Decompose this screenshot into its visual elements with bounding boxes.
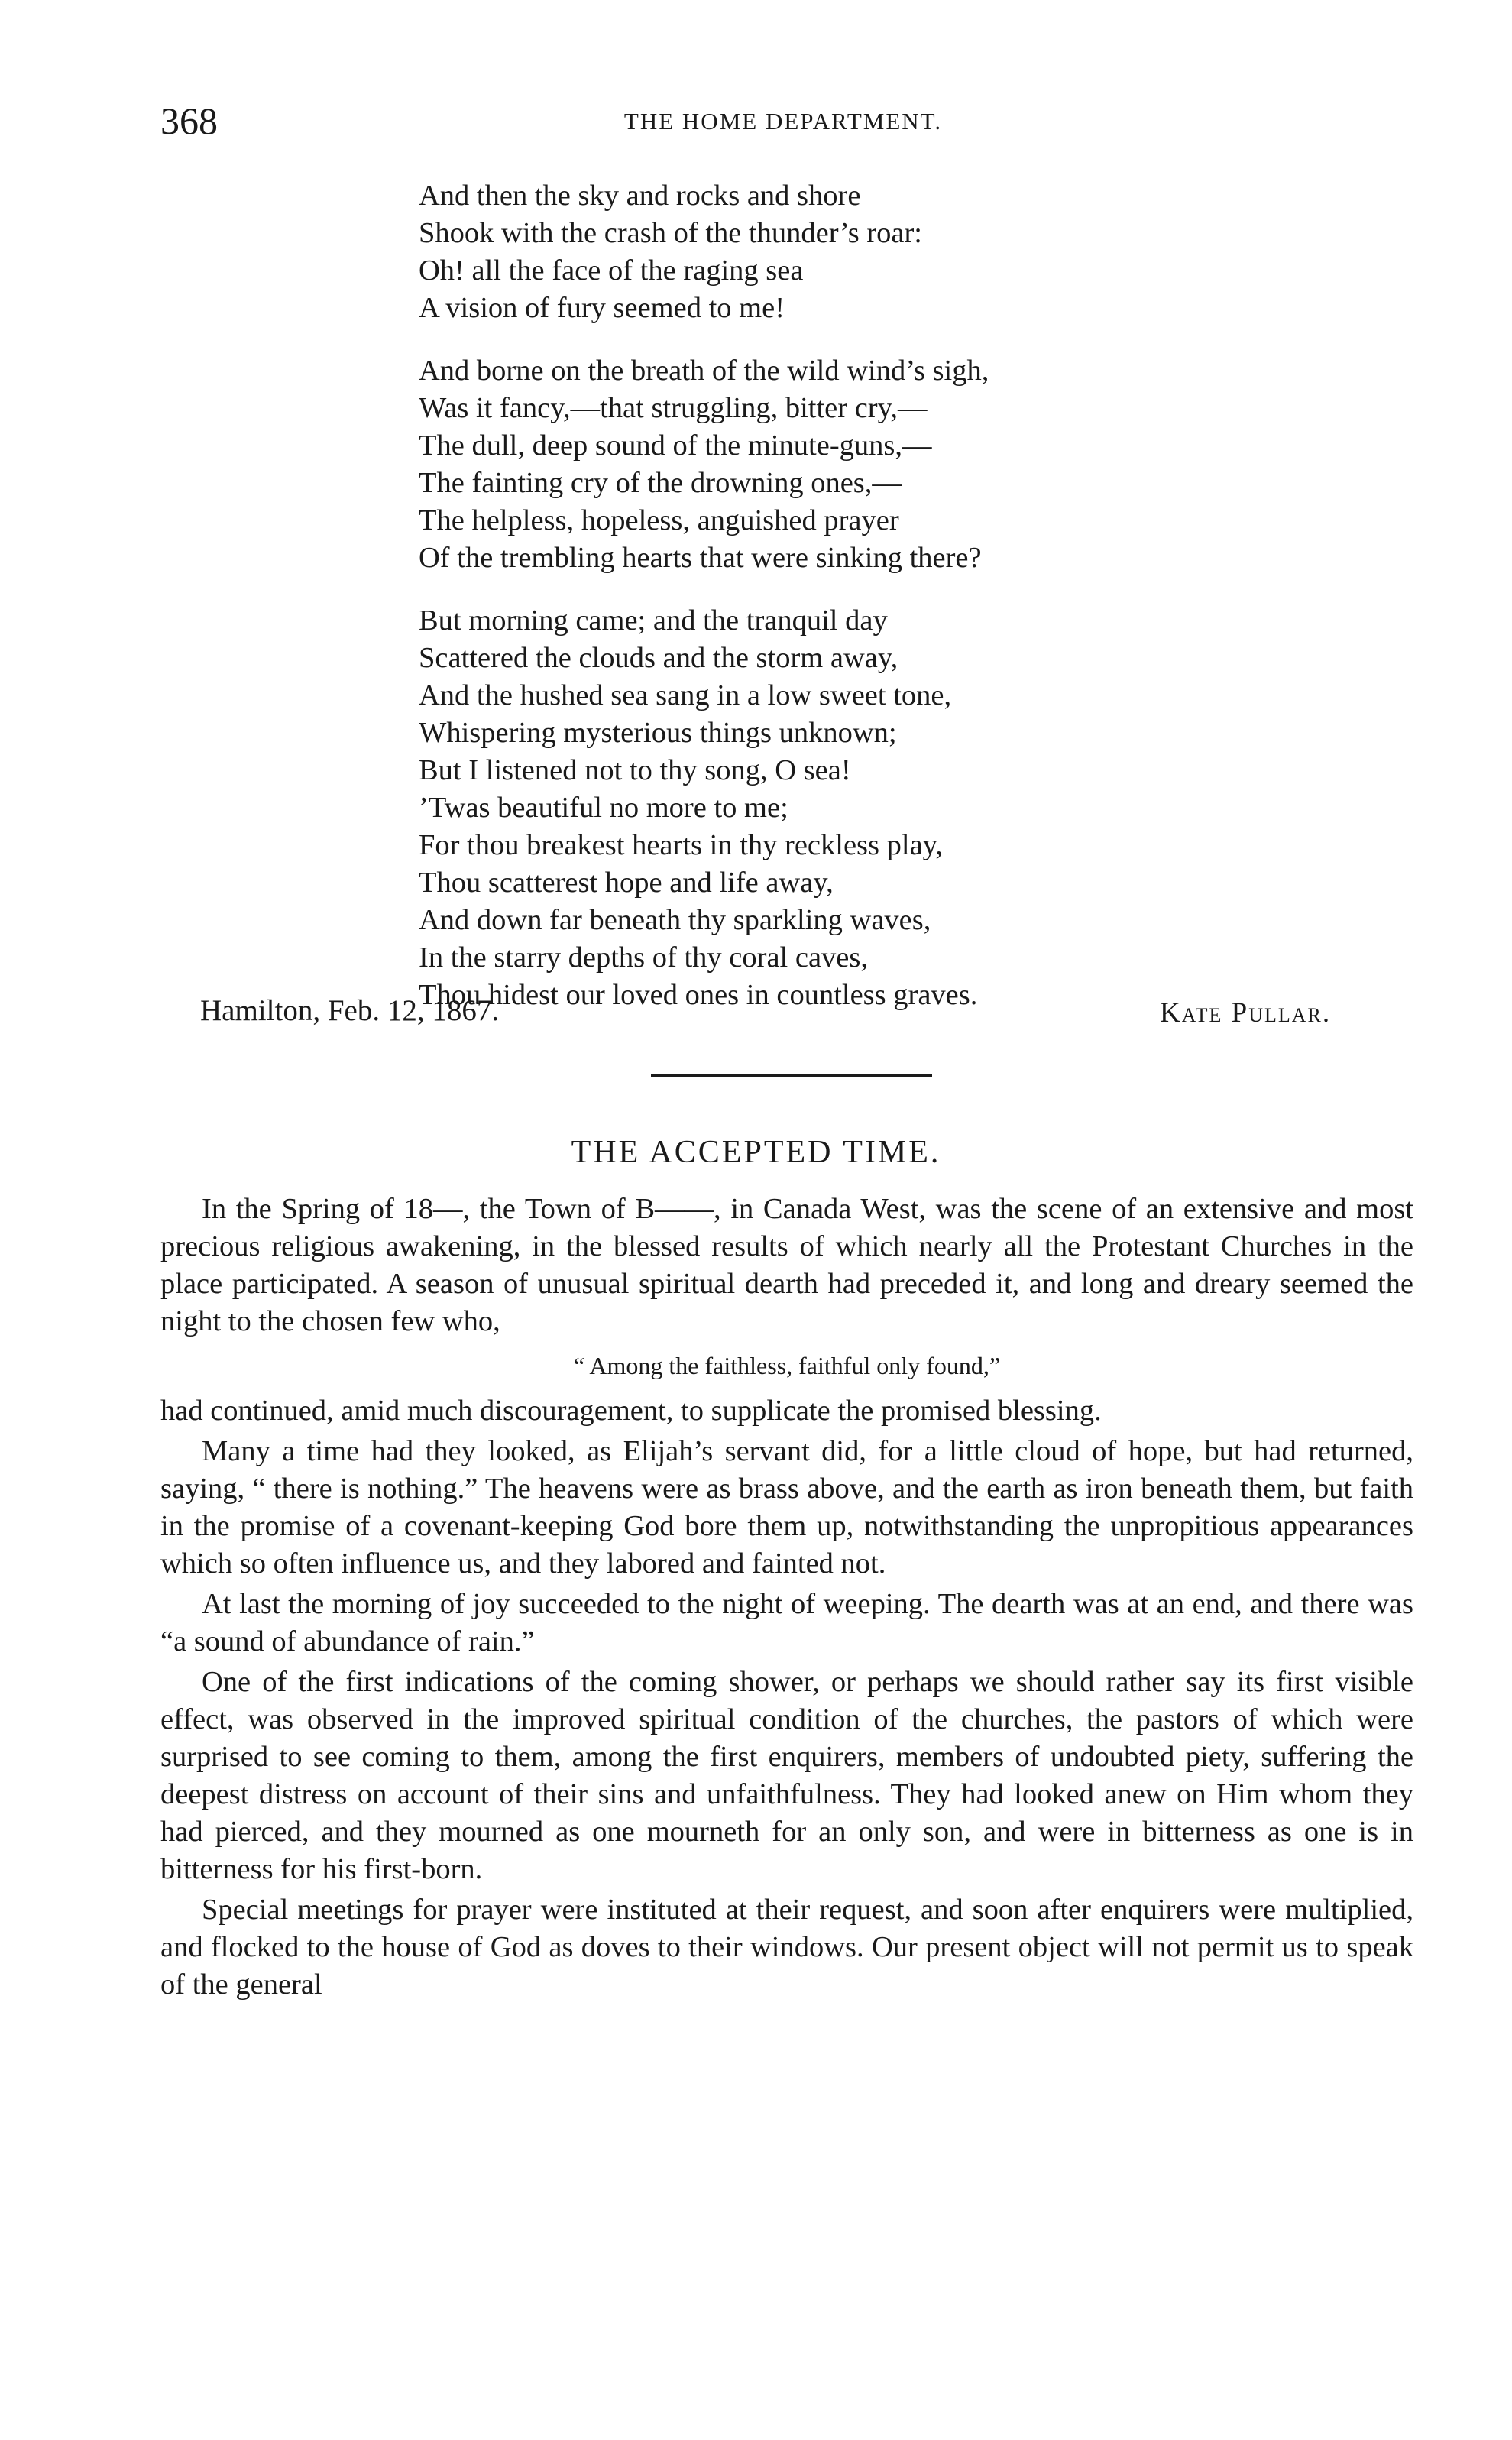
- poem-line: But I listened not to thy song, O sea!: [419, 754, 851, 786]
- poem-stanza: [419, 352, 1435, 577]
- running-title: THE HOME DEPARTMENT.: [623, 108, 943, 134]
- poem-line: In the starry depths of thy coral caves,: [419, 941, 868, 974]
- poem-author: Kate Pullar.: [1160, 997, 1332, 1029]
- poem-line: Thou hidest our loved ones in countless graves.: [419, 979, 978, 1011]
- article-paragraph: Special meetings for prayer were instituted at their request, and soon after enquirers were multiplied, and flocked to the house of God as doves to their windows. Our present object will not permit us to speak of the general: [160, 1894, 1413, 2001]
- article-paragraph: had continued, amid much discouragement, to supplicate the promised blessing.: [160, 1395, 1102, 1427]
- poem-line: The dull, deep sound of the minute-guns,—: [419, 429, 932, 462]
- poem-line: ’Twas beautiful no more to me;: [419, 792, 788, 824]
- poem-line: The fainting cry of the drowning ones,—: [419, 467, 902, 499]
- page-header: [160, 98, 1406, 144]
- page-number: 368: [160, 99, 218, 142]
- poem-line: Shook with the crash of the thunder’s roar:: [419, 217, 922, 249]
- poem-stanza: [419, 177, 1435, 327]
- article-paragraph: At last the morning of joy succeeded to the night of weeping. The dearth was at an end, and there was “a sound of abundance of rain.”: [160, 1588, 1413, 1657]
- poem-line: Thou scatterest hope and life away,: [419, 867, 834, 899]
- poem-line: Whispering mysterious things unknown;: [419, 717, 897, 749]
- poem-line: Of the trembling hearts that were sinking there?: [419, 542, 982, 574]
- article-paragraph: Many a time had they looked, as Elijah’s servant did, for a little cloud of hope, but had returned, saying, “ there is nothing.” The heavens were as brass above, and the earth as iron beneath them, but faith in the promise of a covenant-keeping God bore them up, notwithstanding the unpropitious appearances which so often influence us, and they labored and fainted not.: [160, 1435, 1413, 1580]
- poem-line: But morning came; and the tranquil day: [419, 604, 888, 637]
- article-body: [160, 1191, 1413, 2007]
- poem-line: And borne on the breath of the wild wind’s sigh,: [419, 355, 989, 387]
- poem-place-date: Hamilton, Feb. 12, 1867.: [200, 994, 500, 1027]
- poem-stanza: [419, 602, 1435, 1014]
- poem-line: And down far beneath thy sparkling waves,: [419, 904, 931, 936]
- poem-line: Scattered the clouds and the storm away,: [419, 642, 898, 674]
- poem-line: Oh! all the face of the raging sea: [419, 254, 804, 287]
- poem-line: The helpless, hopeless, anguished prayer: [419, 504, 899, 536]
- section-divider: [651, 1074, 932, 1077]
- poem-line: For thou breakest hearts in thy reckless play,: [419, 829, 944, 861]
- article-paragraph: In the Spring of 18—, the Town of B——, in Canada West, was the scene of an extensive and most precious religious awakening, in the blessed results of which nearly all the Protestant Churches in the place participated. A season of unusual spiritual dearth had preceded it, and long and dreary seemed the night to the chosen few who,: [160, 1193, 1413, 1337]
- poem: [419, 177, 1435, 1039]
- poem-line: Was it fancy,—that struggling, bitter cry,—: [419, 392, 928, 424]
- article-paragraph: One of the first indications of the coming shower, or perhaps we should rather say its first visible effect, was observed in the improved spiritual condition of the churches, the pastors of which were surprised to see coming to them, among the first enquirers, members of undoubted piety, suffering the deepest distress on account of their sins and unfaithfulness. They had looked anew on Him whom they had pierced, and they mourned as one mourneth for an only son, and were in bitterness as one is in bitterness for his first-born.: [160, 1666, 1413, 1885]
- poem-line: A vision of fury seemed to me!: [419, 292, 785, 324]
- poem-line: And the hushed sea sang in a low sweet tone,: [419, 679, 952, 711]
- block-quote: “ Among the faithless, faithful only found,”: [573, 1352, 1001, 1379]
- article-title: THE ACCEPTED TIME.: [571, 1135, 941, 1170]
- poem-line: And then the sky and rocks and shore: [419, 180, 861, 212]
